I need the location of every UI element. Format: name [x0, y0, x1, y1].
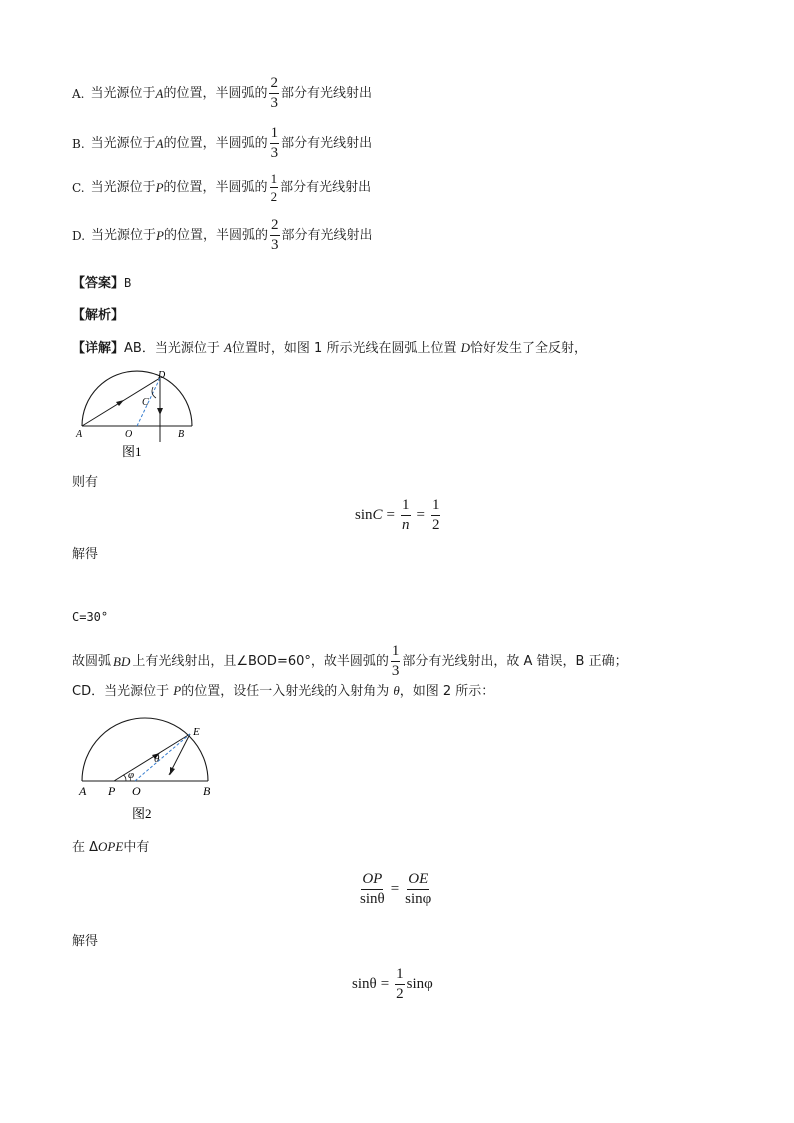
figure-1: [72, 362, 202, 466]
arrow-icon: [157, 408, 163, 415]
conclusion-line: 故圆弧 BD 上有光线射出，且∠BOD=60°，故半圆弧的 $\frac{1}{3}$ 部分有光线射出，故 A 错误，B 正确；: [72, 643, 628, 679]
cd-line: CD．当光源位于 P的位置，设任一入射光线的入射角为 θ，如图 2 所示：: [72, 683, 495, 699]
fraction: $\frac{1}{2}$: [396, 966, 404, 1002]
solve-label-2: 解得: [72, 934, 99, 949]
fraction: $\frac{1}{2}$: [431, 497, 440, 533]
answer-tag: 【答案】: [72, 276, 125, 291]
fraction: $\frac{2}{3}$: [271, 217, 279, 253]
label-e: E: [193, 726, 200, 738]
normal-line: [135, 734, 190, 781]
label-p: P: [108, 784, 116, 798]
angle-arc-phi: [123, 775, 126, 781]
solve-label-1: 解得: [72, 547, 99, 562]
fraction: $\frac{1}{n}$: [402, 497, 410, 533]
fig1-caption: 图1: [122, 444, 142, 459]
fig2-caption: 图2: [132, 806, 152, 821]
fraction: $\frac{OE}{\sin\varphi}$: [405, 871, 432, 907]
semicircle-arc: [82, 371, 192, 426]
label-b: B: [203, 784, 211, 798]
label-phi: φ: [128, 769, 135, 781]
fraction: $\frac{1}{3}$: [391, 643, 400, 679]
option-a: A. 当光源位于 A 的位置，半圆弧的 $\frac{2}{3}$ 部分有光线射出: [72, 75, 372, 111]
analysis-tag: 【解析】: [72, 308, 125, 323]
figure-2: [72, 715, 222, 827]
label-a: A: [79, 784, 87, 798]
option-label: B.: [72, 136, 85, 151]
option-label: A.: [72, 86, 85, 101]
fraction: $\frac{1}{3}$: [270, 125, 279, 161]
c-value: C=30°: [72, 610, 109, 624]
label-a: A: [76, 429, 83, 440]
option-label: D.: [72, 228, 86, 243]
option-b: B. 当光源位于 A 的位置，半圆弧的 $\frac{1}{3}$ 部分有光线射出: [72, 125, 373, 161]
fraction: $\frac{2}{3}$: [270, 75, 278, 111]
label-theta: θ: [154, 753, 160, 765]
label-d: D: [158, 370, 166, 381]
option-d: D. 当光源位于 P 的位置，半圆弧的 $\frac{2}{3}$ 部分有光线射出: [72, 217, 373, 253]
detail-line: 【详解】AB．当光源位于 A位置时，如图 1 所示光线在圆弧上位置 D恰好发生了全反射，: [72, 340, 588, 356]
fraction: $\frac{1}{2}$: [270, 171, 278, 204]
answer-line: [72, 277, 131, 290]
arrow-icon: [116, 400, 124, 406]
equation-3: sinθ = $\frac{1}{2}$ sinφ: [352, 966, 433, 1002]
equation-2: $\frac{OP}{\sin\theta}$ = $\frac{OE}{\sin\varphi}$: [360, 871, 432, 907]
label-c: C: [142, 397, 149, 408]
then-have: 则有: [72, 475, 99, 490]
arrow-icon: [170, 767, 175, 775]
fraction: $\frac{OP}{\sin\theta}$: [360, 871, 385, 907]
label-o: O: [125, 429, 133, 440]
label-o: O: [132, 784, 141, 798]
semicircle-arc: [82, 718, 208, 781]
detail-tag: 【详解】: [72, 341, 125, 356]
equation-1: sin C = $\frac{1}{n}$ = $\frac{1}{2}$: [355, 497, 440, 533]
option-c: C. 当光源位于 P 的位置，半圆弧的 $\frac{1}{2}$ 部分有光线射出: [72, 171, 372, 204]
option-label: C.: [72, 180, 85, 195]
incident-ray: [114, 734, 190, 781]
triangle-line: 在 ΔOPE中有: [72, 839, 150, 855]
answer-value: B: [124, 276, 132, 290]
label-b: B: [178, 429, 185, 440]
